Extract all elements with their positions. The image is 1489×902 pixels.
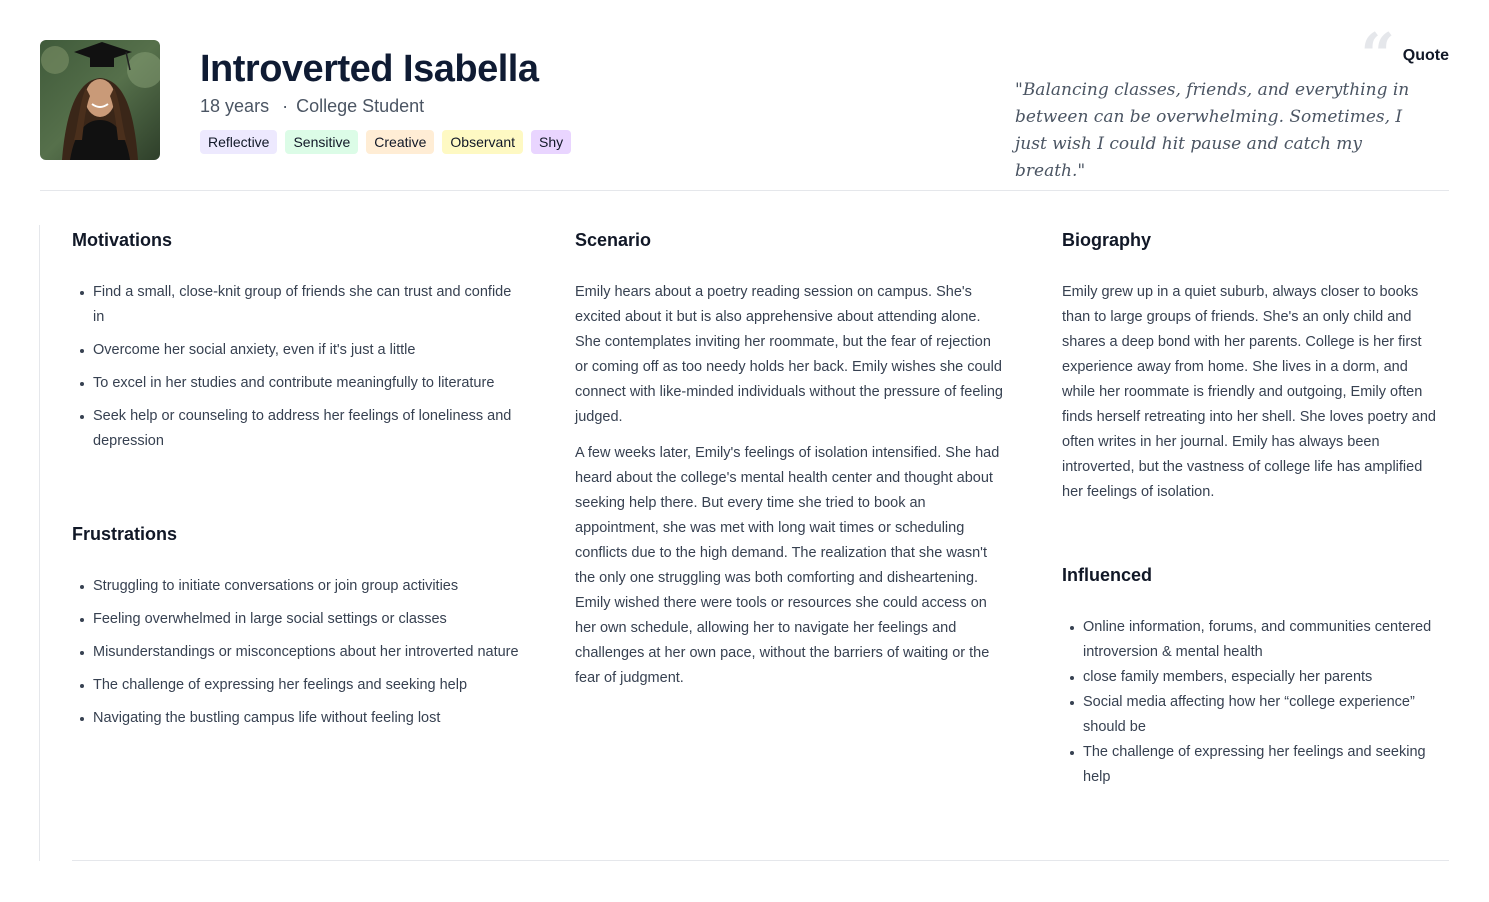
persona-age: 18 [200,96,221,116]
separator-dot: · [282,96,289,116]
quote-text: "Balancing classes, friends, and everything in between can be overwhelming. Sometimes, I just wish I could hit pause and catch my breath." [1015,80,1410,181]
list-item: Social media affecting how her “college experience” should be [1062,690,1437,740]
footer-divider [72,860,1449,861]
quote-block [1015,21,1449,181]
persona-name: Introverted Isabella [200,48,539,90]
motivations-list [72,280,522,462]
list-item: The challenge of expressing her feelings and seeking help [72,673,522,698]
persona-header [40,21,1449,190]
persona-age-unit: years [225,96,270,116]
motivations-title: Motivations [72,230,173,250]
biography-text: Emily grew up in a quiet suburb, always closer to books than to large groups of friends. She's an only child and shares a deep bond with her parents. College is her first experience away from home. She lives in a dorm, and while her roommate is friendly and outgoing, Emily often finds herself retreating into her shell. She loves poetry and often writes in her journal. Emily has always been introverted, but the vastness of college life has amplified her feelings of isolation. [1062,284,1436,500]
list-item: Misunderstandings or misconceptions about her introverted nature [72,640,522,665]
avatar [40,40,160,160]
left-divider [39,225,40,861]
trait-tag: Reflective [200,130,277,154]
list-item: Feeling overwhelmed in large social settings or classes [72,607,522,632]
header-divider [40,190,1449,191]
list-item: Find a small, close-knit group of friends she can trust and confide in [72,280,522,330]
scenario-title: Scenario [575,230,652,250]
trait-tag: Observant [442,130,523,154]
influenced-title: Influenced [1062,565,1153,585]
persona-role: College Student [296,96,425,116]
quote-label: Quote [1402,47,1449,64]
trait-tags [200,130,571,154]
list-item: Navigating the bustling campus life without feeling lost [72,706,522,731]
avatar-photo [40,40,160,160]
persona-meta [200,96,424,117]
scenario-paragraph-1: Emily hears about a poetry reading session on campus. She's excited about it but is also apprehensive about attending alone. She contemplates inviting her roommate, but the fear of rejection or coming off as too needy holds her back. Emily wishes she could connect with like-minded individuals without the pressure of feeling judged. [575,284,1003,425]
trait-tag: Shy [531,130,571,154]
list-item: Online information, forums, and communities centered introversion & mental health [1062,615,1437,665]
trait-tag: Sensitive [285,130,358,154]
list-item: The challenge of expressing her feelings and seeking help [1062,740,1437,790]
frustrations-list [72,574,522,739]
trait-tag: Creative [366,130,434,154]
biography-title: Biography [1062,230,1152,250]
influenced-list [1062,615,1437,790]
list-item: To excel in her studies and contribute meaningfully to literature [72,371,522,396]
list-item: Overcome her social anxiety, even if it's just a little [72,338,522,363]
list-item: close family members, especially her parents [1062,665,1437,690]
scenario-paragraph-2: A few weeks later, Emily's feelings of isolation intensified. She had heard about the college's mental health center and thought about seeking help there. But every time she tried to book an appointment, she was met with long wait times or scheduling conflicts due to the high demand. The realization that she wasn't the only one struggling was both comforting and disheartening. Emily wished there were tools or resources she could access on her own schedule, allowing her to navigate her feelings and challenges at her own pace, without the barriers of waiting or the fear of judgment. [575,445,1000,686]
list-item: Struggling to initiate conversations or join group activities [72,574,522,599]
quote-icon: “ [1360,21,1395,91]
list-item: Seek help or counseling to address her feelings of loneliness and depression [72,404,522,454]
frustrations-title: Frustrations [72,524,178,544]
